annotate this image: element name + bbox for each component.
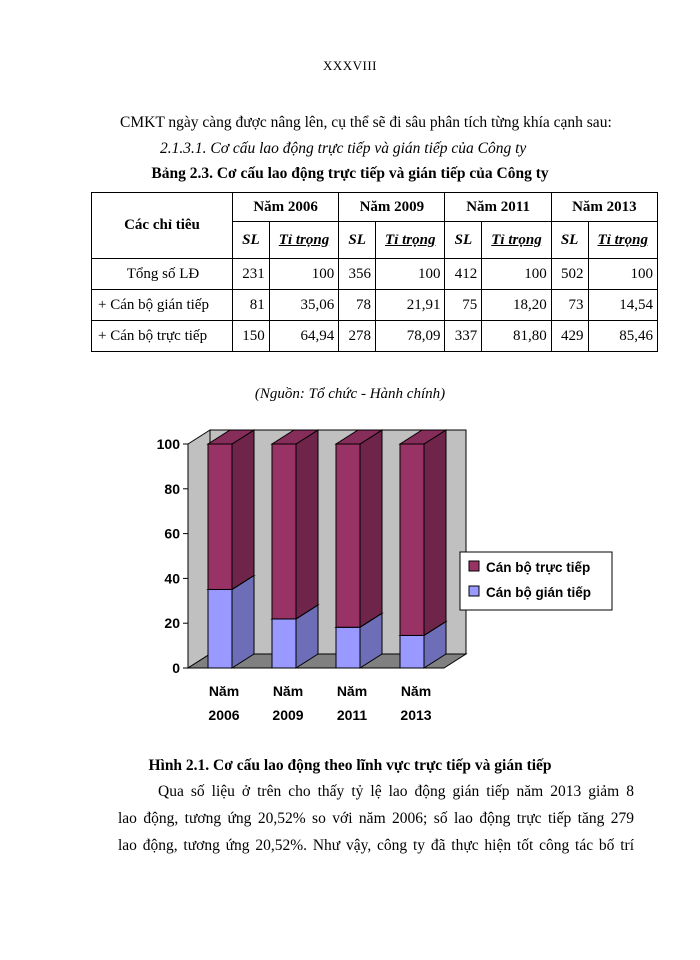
figure-caption: Hình 2.1. Cơ cấu lao động theo lĩnh vực trực tiếp và gián tiếp: [148, 757, 552, 774]
bar-segment-front: [272, 444, 296, 619]
bar-segment-front: [208, 589, 232, 668]
table-cell: 100: [376, 259, 445, 290]
x-tick-label: Năm: [272, 683, 304, 699]
table-cell: 75: [445, 290, 482, 321]
paragraph-line: lao động, tương ứng 20,52% so với năm 2006; số lao động trực tiếp tăng 279: [118, 810, 634, 827]
table-sub-header: Tỉ trọng: [269, 222, 338, 259]
y-tick-label: 40: [164, 570, 180, 587]
labor-structure-chart: [140, 420, 640, 730]
table-cell: 412: [445, 259, 482, 290]
row-label: Tổng số LĐ: [92, 259, 233, 290]
table-year-header-row: [92, 193, 658, 222]
table-cell: 85,46: [588, 321, 658, 352]
table-cell: 278: [339, 321, 376, 352]
x-tick-label: 2009: [272, 707, 304, 723]
source-note: (Nguồn: Tổ chức - Hành chính): [254, 386, 446, 402]
legend-label: Cán bộ gián tiếp: [486, 585, 592, 600]
x-tick-label: Năm: [336, 683, 368, 699]
table-sub-header: Tỉ trọng: [482, 222, 551, 259]
y-tick-label: 100: [156, 436, 180, 452]
bar-segment-side: [296, 430, 318, 619]
x-tick-label: Năm: [400, 683, 432, 699]
table-cell: 150: [233, 321, 270, 352]
table-cell: 429: [551, 321, 588, 352]
table-cell: 356: [339, 259, 376, 290]
table-cell: 78,09: [376, 321, 445, 352]
labor-structure-table: [91, 192, 658, 352]
bar-segment-side: [232, 430, 254, 589]
table-year-header: Năm 2011: [445, 193, 551, 222]
table-cell: 78: [339, 290, 376, 321]
row-label: + Cán bộ gián tiếp: [92, 290, 233, 321]
paragraph-line: lao động, tương ứng 20,52%. Như vậy, công ty đã thực hiện tốt công tác bố trí: [118, 837, 634, 854]
table-cell: 231: [233, 259, 270, 290]
table-sub-header: SL: [551, 222, 588, 259]
y-tick-label: 80: [164, 480, 180, 497]
table-cell: 81: [233, 290, 270, 321]
chart-legend: [460, 552, 612, 610]
table-row: [92, 290, 658, 321]
table-cell: 100: [482, 259, 551, 290]
x-tick-label: 2013: [400, 707, 432, 723]
legend-swatch: [469, 586, 479, 596]
table-sub-header: SL: [339, 222, 376, 259]
chart-side-wall: [188, 430, 210, 668]
section-subheading: 2.1.3.1. Cơ cấu lao động trực tiếp và gián tiếp của Công ty: [160, 140, 527, 157]
table-cell: 337: [445, 321, 482, 352]
table-cell: 100: [269, 259, 338, 290]
bar-segment-front: [208, 444, 232, 589]
table-cell: 64,94: [269, 321, 338, 352]
x-tick-label: Năm: [208, 683, 240, 699]
x-tick-label: 2006: [208, 707, 240, 723]
table-cell: 100: [588, 259, 658, 290]
y-tick-label: 60: [164, 525, 180, 542]
row-label: + Cán bộ trực tiếp: [92, 321, 233, 352]
page-number: XXXVIII: [322, 58, 378, 73]
bar-segment-front: [400, 444, 424, 635]
legend-swatch: [469, 561, 479, 571]
table-year-header: Năm 2009: [339, 193, 445, 222]
table-sub-header: SL: [445, 222, 482, 259]
table-sub-header: Tỉ trọng: [376, 222, 445, 259]
table-cell: 14,54: [588, 290, 658, 321]
table-cell: 21,91: [376, 290, 445, 321]
table-cell: 18,20: [482, 290, 551, 321]
table-year-header: Năm 2013: [551, 193, 657, 222]
table-cell: 35,06: [269, 290, 338, 321]
table-header-label: Các chỉ tiêu: [92, 193, 233, 259]
bar-segment-front: [336, 444, 360, 627]
paragraph-line: Qua số liệu ở trên cho thấy tỷ lệ lao động gián tiếp năm 2013 giảm 8: [158, 783, 634, 800]
bar-segment-side: [232, 575, 254, 668]
x-tick-label: 2011: [336, 707, 368, 723]
table-row: [92, 259, 658, 290]
y-tick-label: 20: [164, 615, 180, 632]
table-cell: 81,80: [482, 321, 551, 352]
table-cell: 73: [551, 290, 588, 321]
table-cell: 502: [551, 259, 588, 290]
bar-segment-front: [272, 619, 296, 668]
legend-label: Cán bộ trực tiếp: [486, 560, 591, 575]
table-title: Bảng 2.3. Cơ cấu lao động trực tiếp và gián tiếp của Công ty: [151, 165, 549, 182]
table-year-header: Năm 2006: [233, 193, 339, 222]
y-tick-label: 0: [172, 660, 180, 676]
table-sub-header: Tỉ trọng: [588, 222, 658, 259]
bar-segment-front: [336, 627, 360, 668]
bar-segment-front: [400, 635, 424, 668]
bar-segment-side: [424, 430, 446, 635]
table-row: [92, 321, 658, 352]
table-sub-header: SL: [233, 222, 270, 259]
bar-segment-side: [360, 430, 382, 627]
intro-text: CMKT ngày càng được nâng lên, cụ thể sẽ đi sâu phân tích từng khía cạnh sau:: [120, 114, 612, 131]
